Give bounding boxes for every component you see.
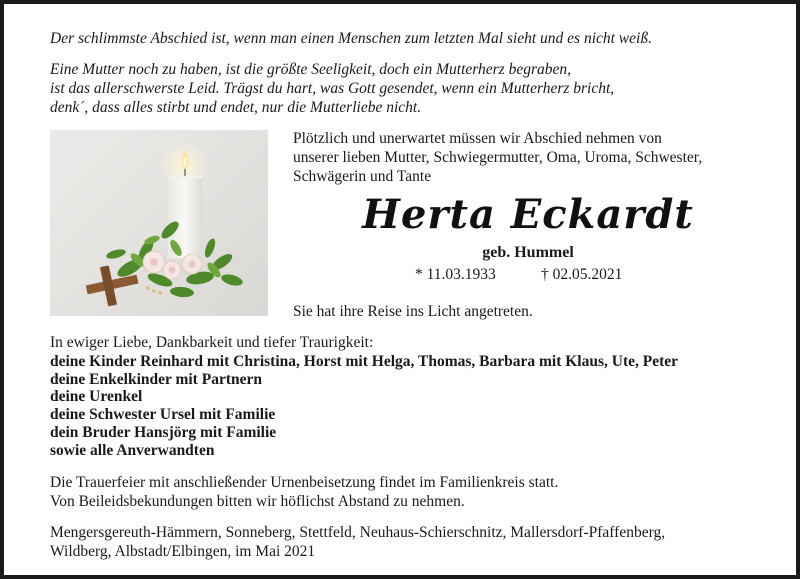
birth-date: * 11.03.1933: [415, 266, 496, 283]
opening-quote: [50, 29, 770, 48]
list-item: deine Kinder Reinhard mit Christina, Horst mit Helga, Thomas, Barbara mit Klaus, Ute, Peter: [50, 353, 678, 370]
intro-text: [293, 129, 763, 186]
places-line: Mengersgereuth-Hämmern, Sonneberg, Stettfeld, Neuhaus-Schierschnitz, Mallersdorf-Pfaffenberg,: [50, 524, 666, 541]
candle-photo: [50, 130, 268, 316]
quote-line: Der schlimmste Abschied ist, wenn man einen Menschen zum letzten Mal sieht und es nicht weiß.: [50, 30, 652, 47]
list-item: deine Enkelkinder mit Partnern: [50, 370, 262, 388]
list-item: dein Bruder Hansjörg mit Familie: [50, 423, 277, 441]
list-item: sowie alle Anverwandten: [50, 441, 215, 459]
poem-line: ist das allerschwerste Leid. Trägst du hart, was Gott gesendet, wenn ein Mutterherz bricht,: [50, 80, 615, 97]
journey-text: Sie hat ihre Reise ins Licht angetreten.: [293, 303, 533, 320]
list-item: deine Schwester Ursel mit Familie: [50, 406, 276, 424]
mourners-list: [50, 353, 780, 459]
deceased-name: Herta Eckardt: [362, 191, 694, 238]
list-item: deine Urenkel: [50, 388, 143, 406]
maiden-name: geb. Hummel: [482, 244, 574, 261]
poem-line: Eine Mutter noch zu haben, ist die größte Seeligkeit, doch ein Mutterherz begraben,: [50, 61, 572, 78]
funeral-line: Von Beileidsbekundungen bitten wir höflichst Abstand zu nehmen.: [50, 493, 465, 510]
intro-line: Plötzlich und unerwartet müssen wir Abschied nehmen von: [293, 130, 662, 147]
places-line: Wildberg, Albstadt/Elbingen, im Mai 2021: [50, 543, 316, 560]
death-date: † 02.05.2021: [541, 266, 623, 283]
places-and-date: [50, 523, 770, 561]
poem-stanza: [50, 60, 770, 117]
intro-line: unserer lieben Mutter, Schwiegermutter, Oma, Uroma, Schwester,: [293, 149, 703, 166]
mourners-intro: In ewiger Liebe, Dankbarkeit und tiefer Traurigkeit:: [50, 334, 374, 351]
intro-line: Schwägerin und Tante: [293, 168, 432, 185]
funeral-notice: [50, 473, 770, 511]
funeral-line: Die Trauerfeier mit anschließender Urnenbeisetzung findet im Familienkreis statt.: [50, 474, 559, 491]
poem-line: denk´, dass alles stirbt und endet, nur die Mutterliebe nicht.: [50, 99, 422, 116]
candle-with-flowers-icon: [50, 130, 268, 316]
